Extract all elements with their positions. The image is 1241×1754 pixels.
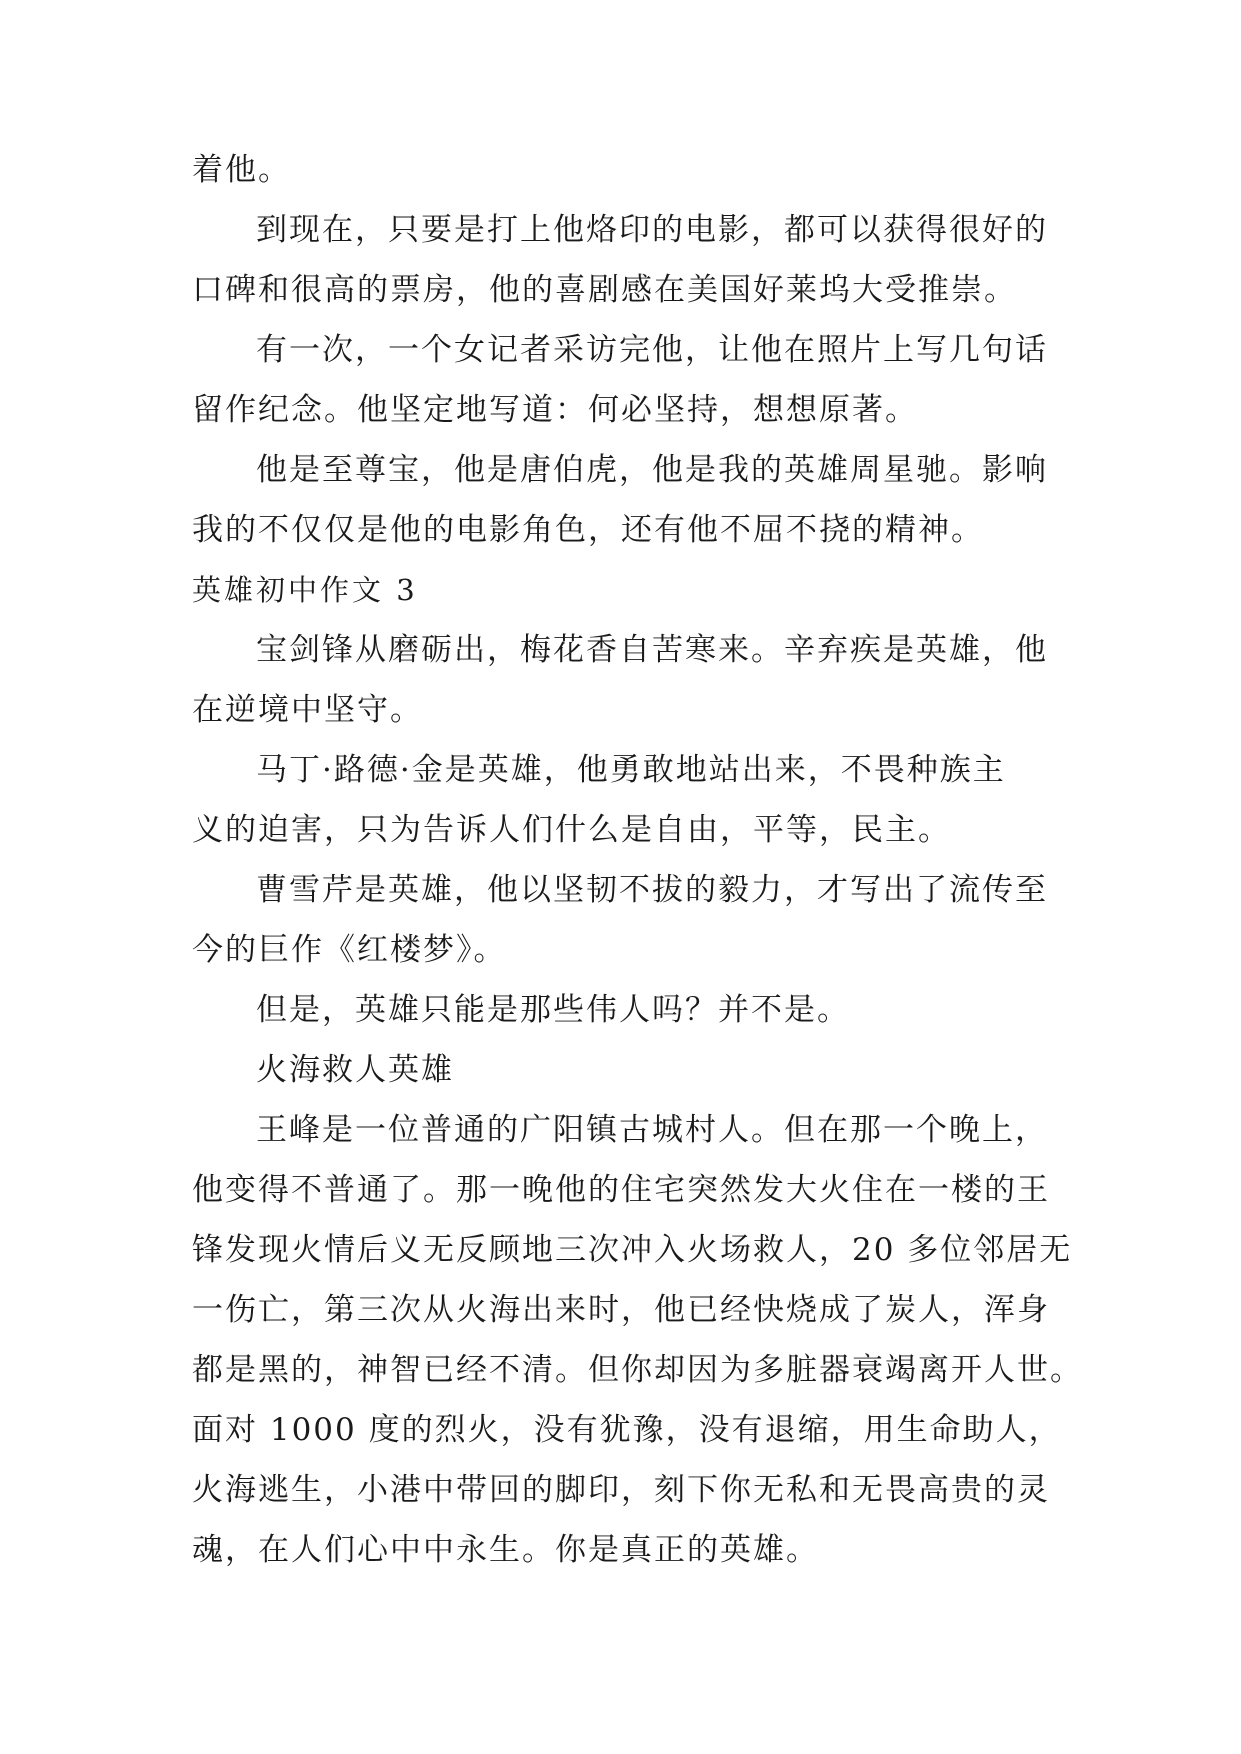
text-line: 有一次，一个女记者采访完他，让他在照片上写几句话 (256, 332, 1048, 368)
text-line: 他是至尊宝，他是唐伯虎，他是我的英雄周星驰。影响 (256, 452, 1048, 488)
text-line: 王峰是一位普通的广阳镇古城村人。但在那一个晚上， (256, 1112, 1048, 1148)
text-line: 都是黑的，神智已经不清。但你却因为多脏器衰竭离开人世。 (192, 1352, 1083, 1388)
text-line: 留作纪念。他坚定地写道：何必坚持，想想原著。 (192, 392, 918, 428)
text-line: 一伤亡，第三次从火海出来时，他已经快烧成了炭人，浑身 (192, 1292, 1050, 1328)
text-line: 义的迫害，只为告诉人们什么是自由，平等，民主。 (192, 812, 951, 848)
section-heading: 英雄初中作文 3 (192, 573, 418, 607)
text-line: 马丁·路德·金是英雄，他勇敢地站出来，不畏种族主 (256, 752, 1006, 788)
text-line: 着他。 (192, 152, 291, 188)
text-line: 他变得不普通了。那一晚他的住宅突然发大火住在一楼的王 (192, 1172, 1050, 1208)
text-line: 火海逃生，小港中带回的脚印，刻下你无私和无畏高贵的灵 (192, 1472, 1050, 1508)
text-line: 我的不仅仅是他的电影角色，还有他不屈不挠的精神。 (192, 512, 984, 548)
text-line: 面对 1000 度的烈火，没有犹豫，没有退缩，用生命助人， (192, 1412, 1062, 1448)
text-line: 宝剑锋从磨砺出，梅花香自苦寒来。辛弃疾是英雄，他 (256, 632, 1048, 668)
text-line: 在逆境中坚守。 (192, 692, 423, 728)
text-line: 到现在，只要是打上他烙印的电影，都可以获得很好的 (256, 212, 1048, 248)
text-line: 曹雪芹是英雄，他以坚韧不拔的毅力，才写出了流传至 (256, 872, 1048, 908)
text-line: 锋发现火情后义无反顾地三次冲入火场救人，20 多位邻居无 (192, 1232, 1073, 1268)
text-line: 魂，在人们心中中永生。你是真正的英雄。 (192, 1532, 819, 1568)
document-page (192, 140, 1083, 1580)
text-line: 今的巨作《红楼梦》。 (192, 932, 507, 968)
text-line: 火海救人英雄 (256, 1052, 454, 1088)
text-line: 但是，英雄只能是那些伟人吗？并不是。 (256, 992, 850, 1028)
text-line: 口碑和很高的票房，他的喜剧感在美国好莱坞大受推崇。 (192, 272, 1017, 308)
